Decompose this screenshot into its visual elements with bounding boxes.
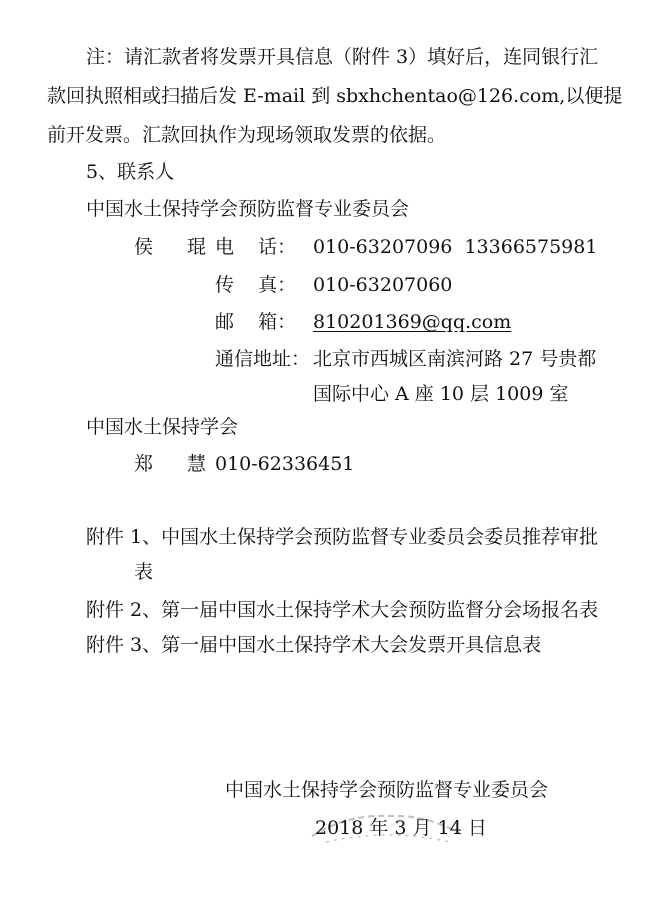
contact-org-2: 中国水土保持学会 — [86, 416, 239, 438]
note-line-1: 注：请汇款者将发票开具信息（附件 3）填好后，连同银行汇 — [86, 46, 599, 68]
address-line-2: 国际中心 A 座 10 层 1009 室 — [313, 383, 569, 405]
signature-date: 2018 年 3 月 14 日 — [315, 817, 487, 839]
phone-label: 电 话： — [215, 236, 297, 258]
attachment-2: 附件 2、第一届中国水土保持学术大会预防监督分会场报名表 — [86, 599, 599, 621]
attachment-1-line-1: 附件 1、中国水土保持学会预防监督专业委员会委员推荐审批 — [86, 526, 599, 548]
phone-value: 010-63207096 13366575981 — [313, 236, 598, 258]
contact-person2-name: 郑 慧 — [134, 453, 221, 475]
attachment-1-line-2: 表 — [134, 561, 154, 583]
note-line-3: 前开发票。汇款回执作为现场领取发票的依据。 — [47, 124, 447, 146]
email-link[interactable]: 810201369@qq.com — [313, 311, 512, 333]
email-label: 邮 箱： — [215, 311, 297, 333]
signature-org: 中国水土保持学会预防监督专业委员会 — [225, 779, 549, 801]
attachment-3: 附件 3、第一届中国水土保持学术大会发票开具信息表 — [86, 634, 542, 656]
note-line-2: 款回执照相或扫描后发 E-mail 到 sbxhchentao@126.com,以便提 — [47, 85, 623, 107]
address-label: 通信地址： — [215, 348, 311, 370]
fax-label: 传 真： — [215, 274, 297, 296]
contact-heading: 5、联系人 — [86, 161, 175, 183]
contact-person2-phone: 010-62336451 — [215, 453, 355, 475]
fax-value: 010-63207060 — [313, 274, 453, 296]
address-line-1: 北京市西城区南滨河路 27 号贵都 — [313, 348, 597, 370]
contact-org-1: 中国水土保持学会预防监督专业委员会 — [86, 198, 410, 220]
contact-person-name: 侯 琨 — [134, 236, 221, 258]
